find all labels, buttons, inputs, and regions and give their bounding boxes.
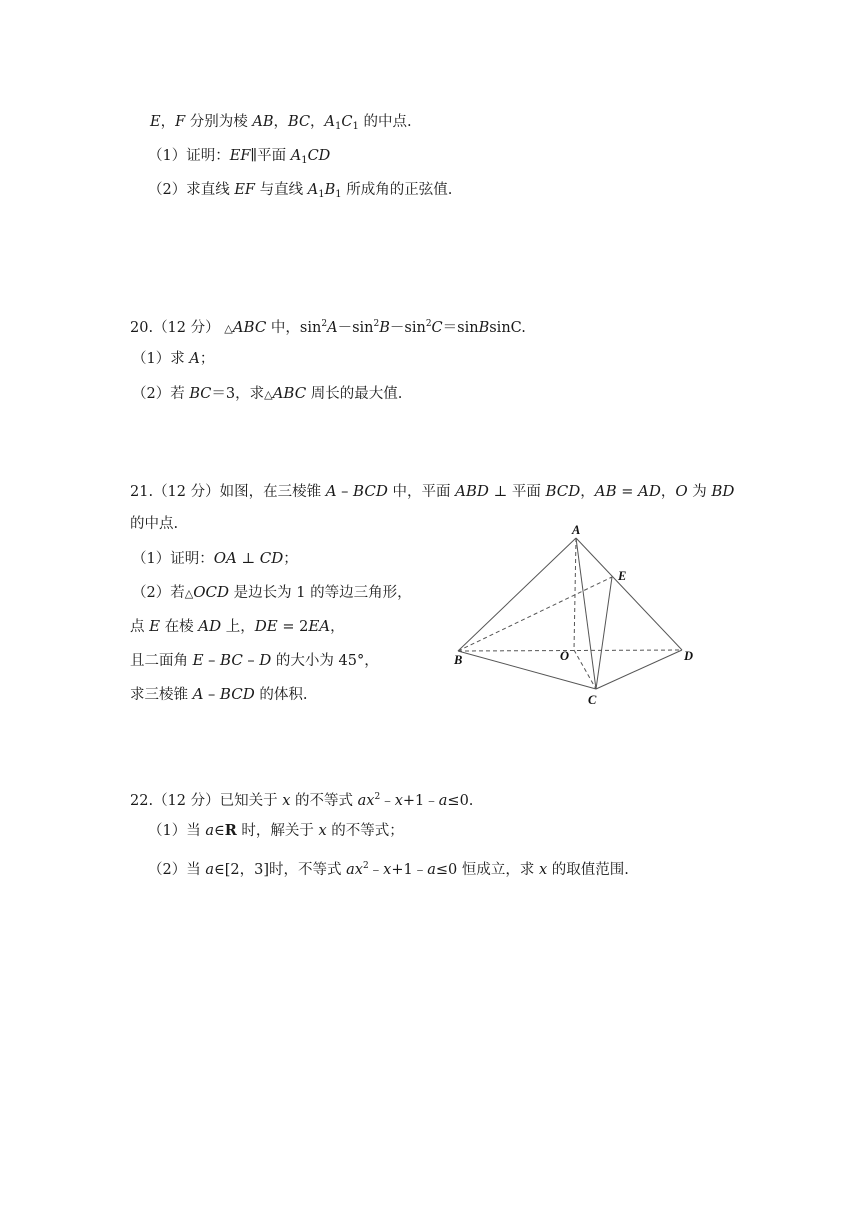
q21-part2-l4: 求三棱锥 A – BCD 的体积. (130, 685, 308, 703)
edge-BD-dashed (458, 650, 682, 651)
q22-stem: 22.（12 分）已知关于 x 的不等式 $ax^2﹣x+1﹣a\le 0$. (130, 792, 474, 809)
label-D: D (684, 649, 694, 663)
label-B: B (454, 653, 463, 667)
edge-OC-dashed (574, 650, 596, 689)
q21-stem: 21.（12 分）如图，在三棱锥 A – BCD 中，平面 ABD ⊥ 平面 BCD，AB = AD，O 为 BD (130, 482, 735, 500)
edge-AD (576, 538, 682, 650)
q21-part2-l1: （2）若△OCD 是边长为 1 的等边三角形， (132, 583, 412, 601)
tetrahedron-figure (448, 522, 708, 712)
label-C: C (588, 693, 597, 707)
q22-part1: （1）当 a∈R 时，解关于 x 的不等式； (148, 822, 404, 839)
q22-part2: （2）当 a∈[2，3]时，不等式 $ax^2﹣x+1﹣a\le 0$ 恒成立，求 x 的取值范围. (148, 861, 629, 878)
prev-problem-line: E，F 分别为棱 AB，BC，$A_1C_1$ 的中点. (150, 114, 412, 132)
edge-AB (458, 538, 576, 651)
edge-BC (458, 651, 596, 689)
prev-problem-part2: （2）求直线 EF 与直线 $A_1B_1$ 所成角的正弦值. (148, 182, 453, 200)
q21-stem-line2: 的中点. (130, 516, 179, 532)
label-O: O (560, 649, 570, 663)
edge-AC (576, 538, 596, 689)
q21-part2-l3: 且二面角 E – BC – D 的大小为 45°， (130, 651, 379, 669)
q21-part2-l2: 点 E 在棱 AD 上，DE = 2EA， (130, 617, 345, 635)
q20-part1: （1）求 A； (132, 351, 215, 367)
edge-AO-dashed (574, 538, 576, 650)
edge-EC (596, 577, 612, 689)
label-A: A (572, 523, 581, 537)
q21-part1: （1）证明：OA ⊥ CD； (132, 549, 298, 567)
edge-BE-dashed (458, 577, 612, 651)
prev-problem-part1: （1）证明：EF∥平面 $A_1CD$ (148, 148, 331, 166)
q20-part2: （2）若 BC＝3，求△ABC 周长的最大值. (132, 384, 403, 402)
q20-stem: 20.（12 分） △ABC 中，$\sin^2A-\sin^2B-\sin^2C=sinBsinC$. (130, 318, 526, 336)
edge-CD (596, 650, 682, 689)
label-E: E (618, 569, 627, 583)
